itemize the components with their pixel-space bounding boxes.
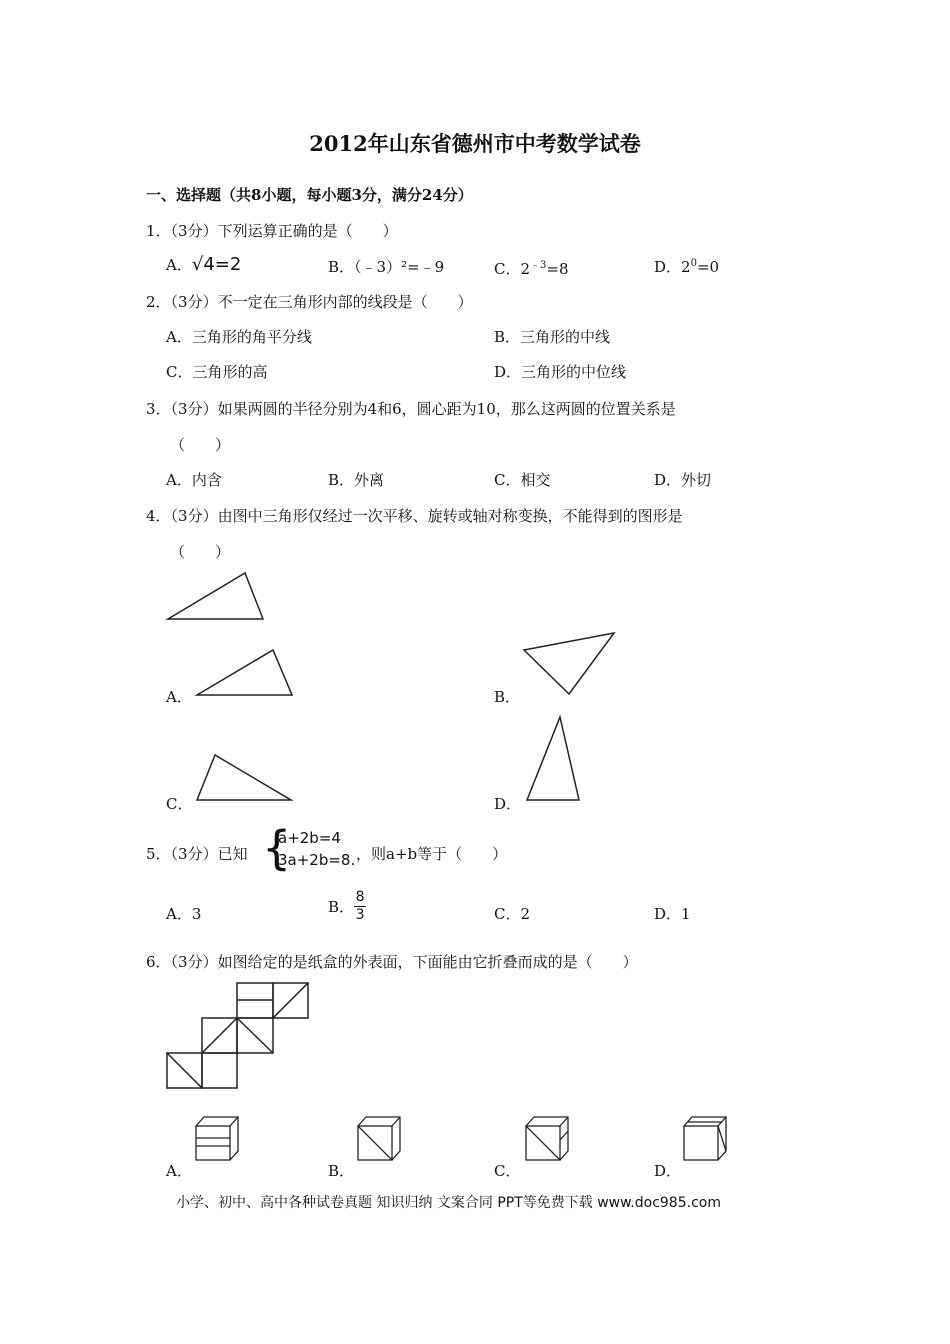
sqrt-expression: √4=2 — [191, 254, 242, 275]
question-5-stem-pre: 5．（3分）已知 — [146, 845, 248, 863]
question-3-option-d: D．外切 — [654, 471, 712, 489]
equation-1: a+2b=4 — [278, 829, 341, 847]
option-label: B． — [328, 898, 355, 916]
system-brace: { — [262, 821, 292, 875]
question-6-option-c: C． — [494, 1162, 521, 1180]
footer-text: 小学、初中、高中各种试卷真题 知识归纳 文案合同 PPT等免费下载 www.doc985.com — [176, 1195, 721, 1211]
question-2-option-d: D．三角形的中位线 — [494, 363, 627, 381]
question-5-option-c: C．2 — [494, 905, 531, 923]
option-label: A． — [166, 256, 192, 274]
cube-option-a — [196, 1117, 238, 1160]
question-2-stem: 2．（3分）不一定在三角形内部的线段是（ ） — [146, 293, 473, 311]
base: 2 — [681, 258, 691, 276]
exponent: ﹣3 — [530, 260, 547, 271]
question-6-stem: 6．（3分）如图给定的是纸盒的外表面，下面能由它折叠而成的是（ ） — [146, 953, 638, 971]
base: 2 — [520, 260, 531, 278]
numerator: 8 — [355, 889, 365, 905]
option-label: D． — [654, 258, 682, 276]
question-4-option-b: B． — [494, 688, 521, 706]
question-1-stem: 1．（3分）下列运算正确的是（ ） — [146, 222, 398, 240]
question-4-option-c: C． — [166, 795, 193, 813]
question-2-option-a: A．三角形的角平分线 — [166, 328, 312, 346]
denominator: 3 — [355, 907, 365, 923]
question-4-option-d: D． — [494, 795, 522, 813]
question-6-option-d: D． — [654, 1162, 682, 1180]
expression-rest: =0 — [696, 258, 720, 276]
question-1-option-b: B．（﹣3）²=﹣9 — [328, 258, 445, 276]
cube-option-d — [684, 1117, 726, 1160]
cube-option-b — [358, 1117, 400, 1160]
question-5-stem-post: ，则a+b等于（ ） — [356, 845, 508, 863]
expression-rest: =8 — [546, 260, 569, 278]
question-6-option-b: B． — [328, 1162, 355, 1180]
section-heading: 一、选择题（共8小题，每小题3分，满分24分） — [146, 186, 473, 204]
question-3-option-c: C．相交 — [494, 471, 551, 489]
page-title: 2012年山东省德州市中考数学试卷 — [309, 131, 641, 156]
question-5-option-d: D．1 — [654, 905, 691, 923]
exponent: 0 — [690, 258, 697, 269]
question-4-stem-cont: （ ） — [170, 543, 231, 561]
cube-option-c — [526, 1117, 568, 1160]
question-4-stem: 4．（3分）由图中三角形仅经过一次平移、旋转或轴对称变换，不能得到的图形是 — [146, 507, 683, 525]
option-label: C． — [494, 260, 521, 278]
question-2-option-b: B．三角形的中线 — [494, 328, 611, 346]
equation-2: 3a+2b=8. — [278, 851, 356, 869]
question-6-option-a: A． — [166, 1162, 192, 1180]
question-2-option-c: C．三角形的高 — [166, 363, 268, 381]
question-3-stem-cont: （ ） — [170, 436, 231, 454]
question-5-option-a: A．3 — [166, 905, 202, 923]
question-3-option-a: A．内含 — [166, 471, 222, 489]
question-3-option-b: B．外离 — [328, 471, 385, 489]
question-4-option-a: A． — [166, 688, 192, 706]
question-3-stem: 3．（3分）如果两圆的半径分别为4和6，圆心距为10，那么这两圆的位置关系是 — [146, 400, 676, 418]
